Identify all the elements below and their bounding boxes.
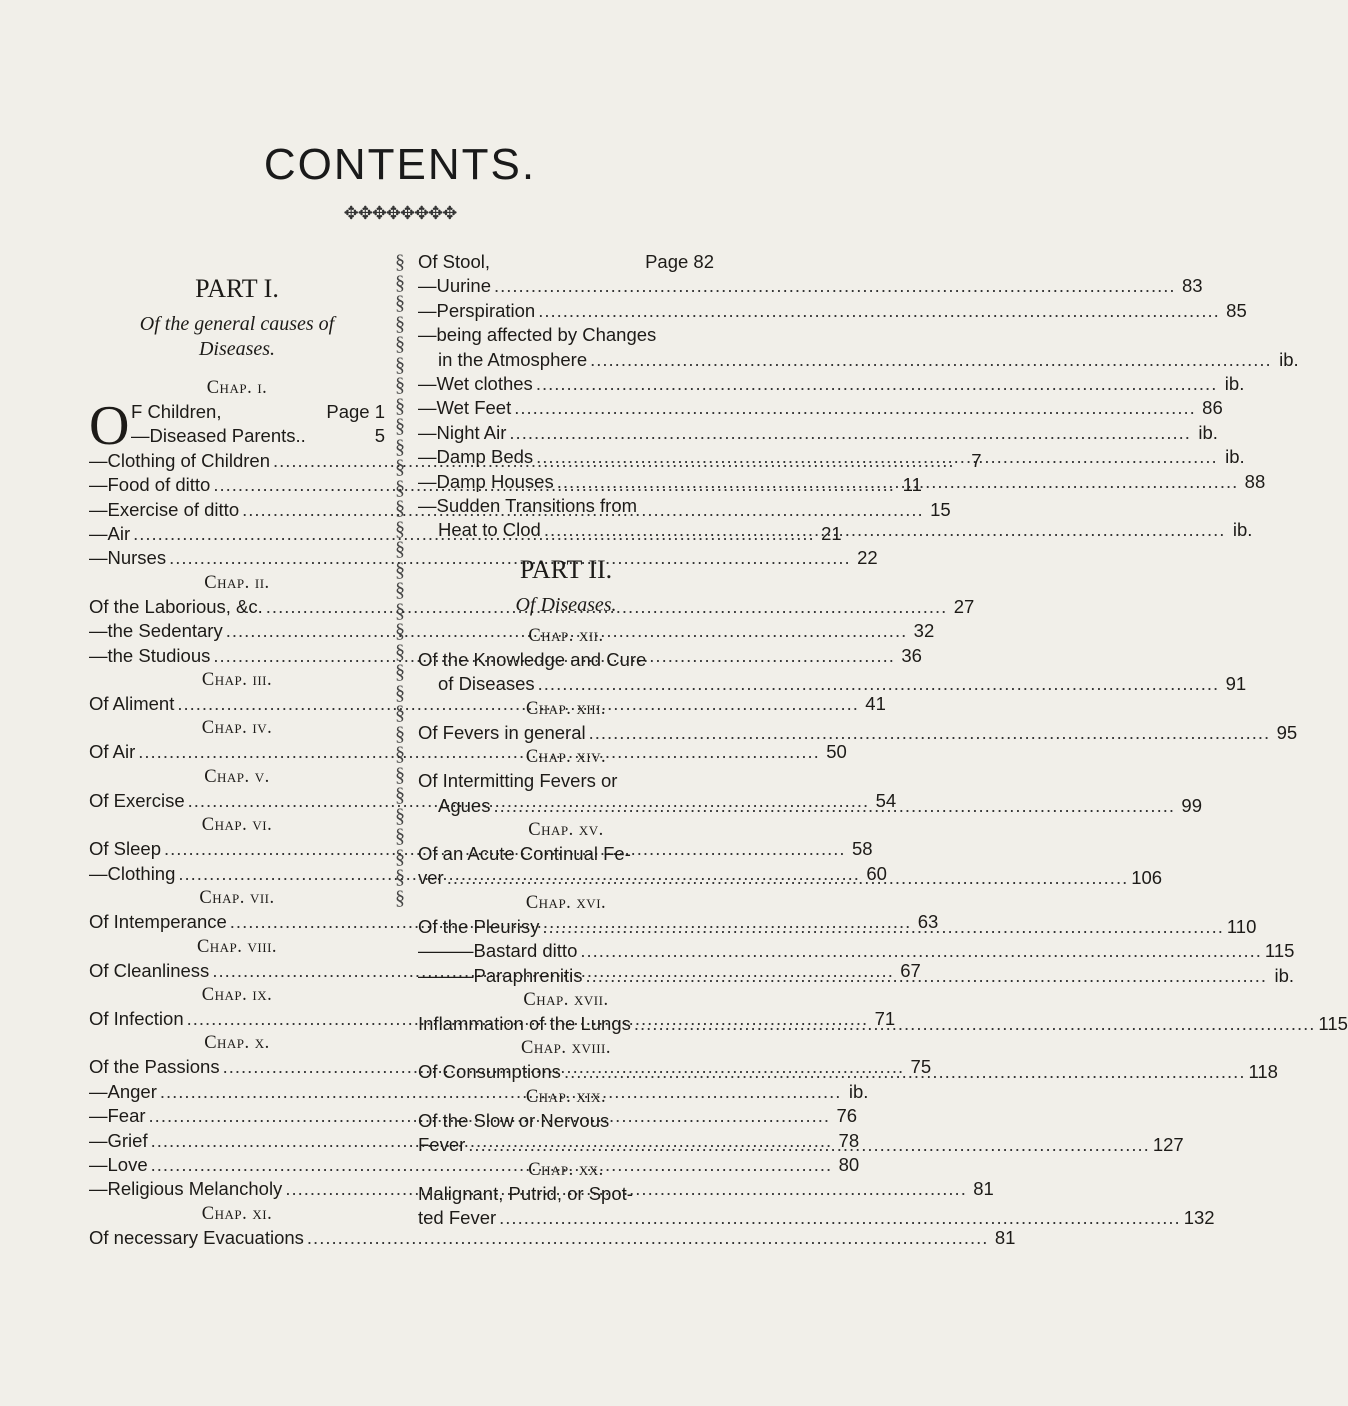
toc-entry[interactable] (418, 445, 1245, 469)
entry-title: Of the Passions (89, 1056, 220, 1078)
entry-page: 132 (1183, 1206, 1215, 1228)
entry-page: 75 (910, 1056, 932, 1078)
entry-title: Of Stool, (418, 251, 490, 272)
entry-title: —Food of ditto (89, 474, 211, 496)
entry-title: Of the Slow or Nervous (418, 1109, 610, 1131)
chapter-heading: Chap. xiv. (525, 747, 607, 768)
toc-entry[interactable] (89, 1226, 1016, 1250)
entry-title: Of an Acute Continual Fe- (418, 842, 631, 864)
entry-title: Of Aliment (89, 693, 175, 715)
entry-title: Inflammation of the Lungs (418, 1012, 631, 1034)
entry-page: 21 (821, 523, 842, 545)
chapter-heading: Chap. ix. (201, 984, 273, 1005)
entry-page: 50 (826, 741, 847, 763)
entry-title: —Wet Feet (418, 397, 512, 419)
entry-title: —Religious Melancholy (89, 1178, 283, 1200)
entry-page: 110 (1226, 915, 1257, 937)
toc-entry-children[interactable] (89, 395, 385, 457)
entry-title: Of Air (89, 741, 136, 763)
chapter-heading: Chap. vi. (201, 815, 273, 836)
toc-entry[interactable] (418, 939, 1295, 963)
entry-title: Of Sleep (89, 838, 161, 860)
entry-title: —Anger (89, 1080, 157, 1102)
entry-page: 58 (851, 838, 873, 860)
entry-page: 118 (1248, 1061, 1278, 1083)
entry-title: —Wet clothes (418, 373, 533, 395)
entry-page: 81 (973, 1178, 994, 1200)
entry-page: 80 (838, 1153, 860, 1175)
entry-title: —Love (89, 1153, 148, 1175)
entry-title: —Nurses (89, 547, 167, 569)
chapter-heading: Chap. xiii. (525, 698, 607, 719)
chapter-heading: Chap. xvii. (523, 989, 609, 1010)
entry-title: —Damp Beds (418, 446, 534, 468)
chapter-heading: Chap. xx. (528, 1159, 604, 1180)
entry-page: 41 (865, 693, 886, 715)
part-one-subtitle: Of the general causes of Diseases. (139, 313, 335, 360)
entry-title: —Damp Houses (418, 470, 554, 492)
chapter-heading: Chap. ii. (204, 572, 270, 593)
entry-title: —Night Air (418, 421, 507, 443)
column-divider: § § § § § § § § § § § § § § § § § § § § § § § § § § § § § § § § (395, 251, 405, 909)
entry-page: 115 (1318, 1012, 1348, 1034)
entry-title: Of Exercise (89, 789, 185, 811)
entry-page: Page 1 (326, 401, 385, 422)
entry-title: ted Fever (418, 1206, 497, 1228)
entry-title: F Children, (131, 401, 222, 422)
entry-page: 76 (836, 1105, 858, 1127)
entry-page: 60 (866, 862, 887, 884)
toc-entry[interactable] (418, 396, 1223, 420)
entry-page: 36 (901, 644, 922, 666)
entry-title: —Perspiration (418, 299, 536, 321)
entry-page: 83 (1181, 275, 1203, 297)
entry-title: Of Cleanliness (89, 959, 210, 981)
entry-title: Of Fevers in general (418, 721, 586, 743)
chapter-heading: Chap. i. (206, 378, 268, 398)
entry-page: ib. (1198, 421, 1218, 443)
chapter-heading: Chap. v. (204, 766, 270, 787)
entry-title: Of Infection (89, 1007, 184, 1029)
entry-page: 91 (1225, 673, 1247, 695)
entry-page: 11 (902, 474, 922, 496)
entry-page: ib. (1279, 348, 1299, 370)
toc-entry[interactable] (418, 721, 1298, 745)
entry-page: 85 (1226, 299, 1247, 321)
page-title: CONTENTS. (263, 140, 537, 189)
chapter-heading: Chap. xviii. (521, 1038, 611, 1059)
toc-entry[interactable] (418, 250, 714, 274)
entry-page: Page 82 (645, 251, 714, 272)
entry-title: of Diseases (438, 673, 535, 695)
entry-page: ib. (1274, 964, 1295, 986)
chapter-heading: Chap. xi. (201, 1203, 273, 1224)
entry-page: 115 (1264, 940, 1295, 962)
entry-page: 27 (953, 595, 975, 617)
entry-title: —Clothing of Children (89, 449, 270, 471)
entry-title: —Diseased Parents.. (131, 425, 306, 447)
entry-page: 81 (994, 1226, 1016, 1248)
entry-title: Fever (418, 1134, 466, 1156)
entry-title: Heat to Clod (438, 519, 541, 541)
part-two-subtitle: Of Diseases. (515, 593, 617, 616)
entry-title: Of the Pleurisy (418, 915, 540, 937)
entry-page: 7 (971, 449, 982, 471)
ornament-divider: ✥✥✥✥✥✥✥✥ (343, 203, 457, 223)
chapter-heading: Chap. xvi. (525, 892, 607, 913)
toc-entry[interactable] (418, 421, 1218, 445)
entry-page: 88 (1244, 470, 1266, 492)
entry-title: ———Paraphrenitis (418, 964, 583, 986)
drop-cap: O (89, 395, 130, 457)
entry-title: Malignant, Putrid, or Spot- (418, 1182, 633, 1204)
chapter-heading: Chap. vii. (199, 888, 275, 909)
entry-page: 54 (875, 789, 897, 811)
entry-title: ———Bastard ditto (418, 940, 578, 962)
entry-title: Of Consumptions (418, 1061, 561, 1083)
entry-page: 106 (1131, 867, 1163, 889)
entry-title: ver (418, 867, 444, 889)
entry-title: —the Studious (89, 644, 211, 666)
entry-page: 95 (1276, 721, 1298, 743)
entry-page: 99 (1181, 794, 1202, 816)
entry-title: —Exercise of ditto (89, 498, 240, 520)
entry-page: 15 (930, 498, 951, 520)
part-one-heading: PART I. (195, 274, 279, 303)
entry-title: Of Intemperance (89, 911, 227, 933)
entry-page: ib. (1232, 519, 1253, 541)
part-two-heading: PART II. (519, 554, 613, 584)
entry-page: 32 (913, 620, 935, 642)
chapter-heading: Chap. viii. (196, 936, 278, 957)
entry-page: 78 (838, 1129, 860, 1151)
entry-page: ib. (848, 1080, 869, 1102)
entry-title: —Uurine (418, 275, 491, 297)
entry-page: 63 (917, 911, 939, 933)
entry-title: —the Sedentary (89, 620, 223, 642)
entry-title: —Air (89, 523, 131, 545)
entry-page: 67 (900, 959, 921, 981)
entry-page: 22 (857, 547, 878, 569)
toc-entry[interactable] (418, 299, 1247, 323)
entry-title: Agues (438, 794, 491, 816)
chapter-heading: Chap. xv. (528, 819, 604, 840)
entry-title: —Fear (89, 1105, 146, 1127)
toc-entry[interactable] (418, 274, 1203, 298)
entry-page: 86 (1202, 397, 1223, 419)
entry-title: Of Intermitting Fevers or (418, 770, 618, 792)
entry-page: 127 (1152, 1134, 1184, 1156)
entry-page: 5 (374, 425, 385, 447)
chapter-heading: Chap. iii. (201, 670, 273, 691)
entry-page: 71 (874, 1007, 896, 1029)
chapter-heading: Chap. xix. (525, 1086, 607, 1107)
entry-page: ib. (1225, 446, 1245, 468)
toc-entry[interactable] (418, 372, 1245, 396)
entry-title: in the Atmosphere (438, 348, 588, 370)
toc-entry-multiline[interactable] (418, 323, 1299, 372)
chapter-heading: Chap. xii. (528, 625, 604, 646)
entry-title: Of the Knowledge and Cure (418, 648, 647, 670)
chapter-heading: Chap. x. (204, 1033, 270, 1054)
entry-title: Of necessary Evacuations (89, 1226, 304, 1248)
entry-title: —Sudden Transitions from (418, 495, 638, 517)
chapter-heading: Chap. iv. (201, 718, 273, 739)
entry-title: —Clothing (89, 862, 176, 884)
entry-title: Of the Laborious, &c. (89, 595, 263, 617)
entry-title: —being affected by Changes (418, 324, 657, 346)
entry-page: ib. (1224, 373, 1245, 395)
entry-title: —Grief (89, 1129, 148, 1151)
